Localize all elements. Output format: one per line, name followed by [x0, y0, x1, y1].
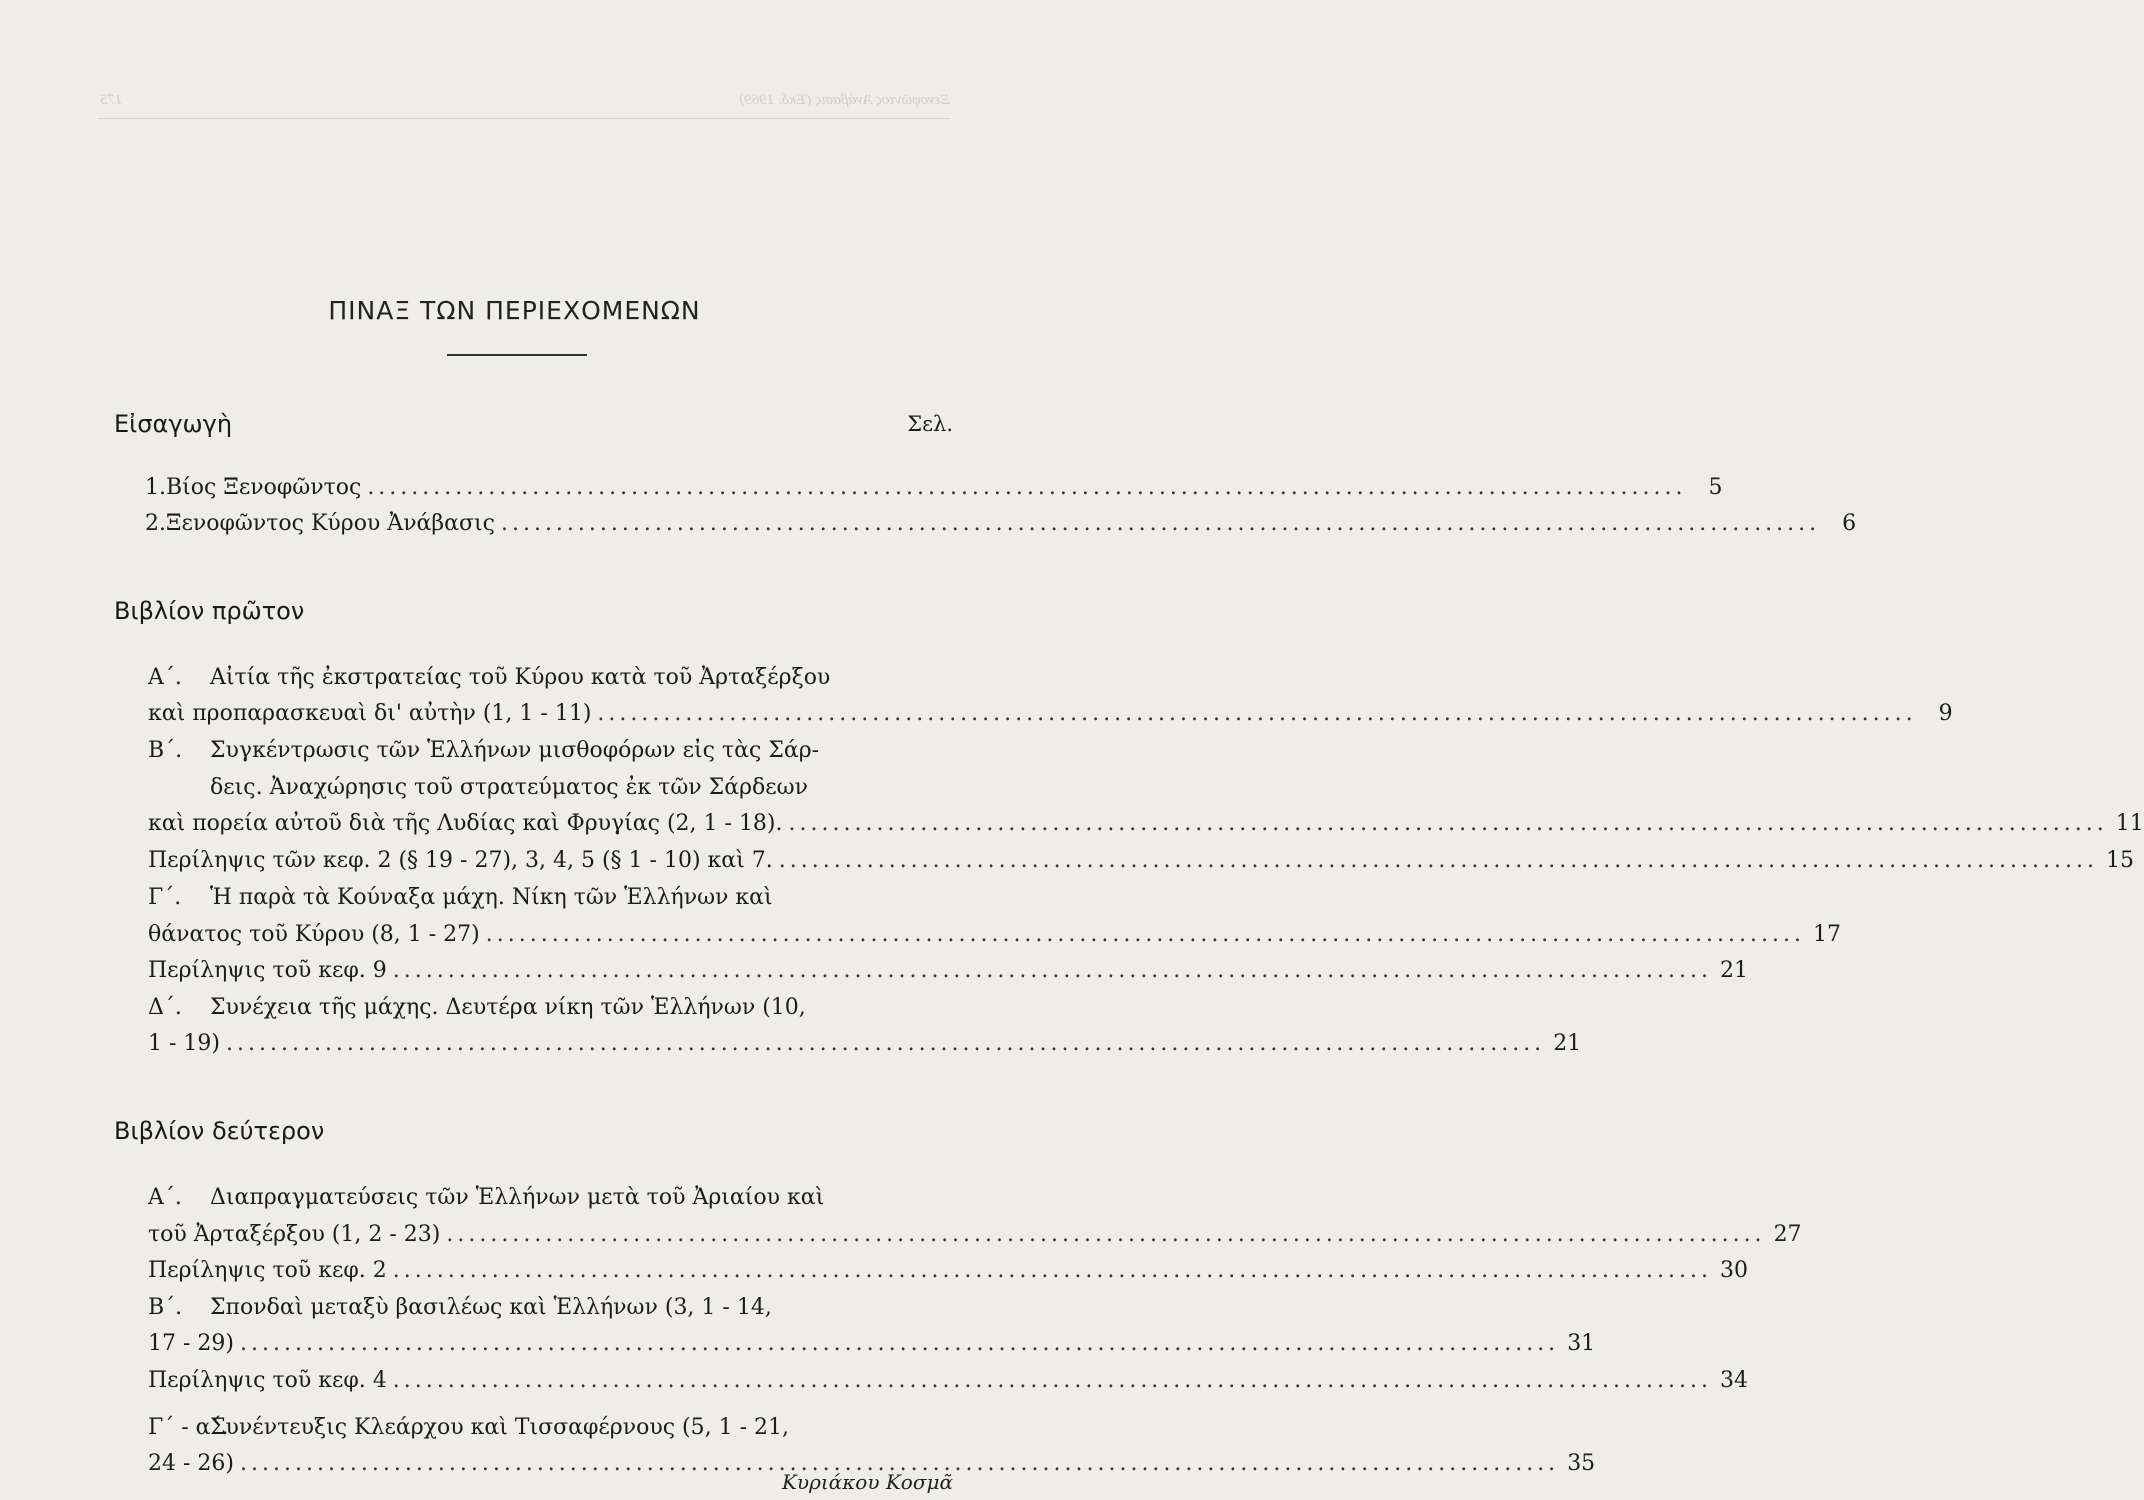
- entry-text: Συνέχεια τῆς μάχης. Δευτέρα νίκη τῶν Ἑλλήνων (10,: [210, 995, 806, 1020]
- entry-page: 21: [1553, 1031, 1582, 1056]
- toc-entry-line: [148, 736, 953, 766]
- entry-text: Βίος Ξενοφῶντος: [166, 475, 362, 500]
- bleed-through-header: [100, 92, 950, 118]
- section-heading-book2: Βιβλίον δεύτερον: [114, 1117, 325, 1145]
- bleed-header-rule: [98, 118, 950, 119]
- entry-letter: Δ΄.: [148, 995, 182, 1020]
- leader-dots: ........................................................................................................................: [778, 848, 2098, 873]
- entry-text: Συνέντευξις Κλεάρχου καὶ Τισσαφέρνους (5, 1 - 21,: [210, 1415, 790, 1440]
- entry-letter: Α΄.: [148, 665, 182, 690]
- toc-entry-line: [148, 1366, 1748, 1396]
- entry-text: Διαπραγματεύσεις τῶν Ἑλλήνων μετὰ τοῦ Ἀριαίου καὶ: [210, 1185, 825, 1210]
- toc-entry-line: [148, 883, 953, 913]
- leader-dots: ........................................................................................................................: [500, 511, 1821, 536]
- entry-page: 21: [1719, 958, 1748, 983]
- toc-entry-line: [148, 846, 2134, 876]
- entry-page: 27: [1773, 1222, 1802, 1247]
- toc-entry-line: [148, 1183, 953, 1213]
- entry-text: τοῦ Ἀρταξέρξου (1, 2 - 23): [148, 1222, 441, 1247]
- section-heading-intro: Εἰσαγωγὴ: [114, 410, 233, 438]
- page-title: ΠΙΝΑΞ ΤΩΝ ΠΕΡΙΕΧΟΜΕΝΩΝ: [328, 296, 701, 325]
- entry-text: Συγκέντρωσις τῶν Ἑλλήνων μισθοφόρων εἰς τὰς Σάρ-: [210, 738, 820, 763]
- entry-text: Αἰτία τῆς ἐκστρατείας τοῦ Κύρου κατὰ τοῦ Ἀρταξέρξου: [210, 665, 831, 690]
- toc-entry-line: [148, 920, 1841, 950]
- entry-page: 31: [1567, 1331, 1596, 1356]
- entry-letter: Γ΄ - α΄.: [148, 1415, 229, 1440]
- toc-entry: [145, 473, 1723, 503]
- leader-dots: ........................................................................................................................: [240, 1451, 1560, 1476]
- toc-entry-line: [148, 956, 1748, 986]
- entry-text: Περίληψις τοῦ κεφ. 2: [148, 1258, 387, 1283]
- entry-page: 35: [1567, 1451, 1596, 1476]
- entry-text: Σπονδαὶ μεταξὺ βασιλέως καὶ Ἑλλήνων (3, 1 - 14,: [210, 1295, 772, 1320]
- toc-entry-line: [148, 809, 2144, 839]
- entry-letter: Β΄.: [148, 1295, 183, 1320]
- entry-text: Ξενοφῶντος Κύρου Ἀνάβασις: [166, 511, 495, 536]
- bleed-header-page: 175: [100, 92, 123, 108]
- entry-page: 30: [1719, 1258, 1748, 1283]
- toc-entry-line: [148, 993, 953, 1023]
- entry-page: 6: [1842, 511, 1857, 536]
- entry-page: 9: [1938, 701, 1953, 726]
- entry-page: 34: [1719, 1368, 1748, 1393]
- entry-page: 5: [1708, 475, 1723, 500]
- leader-dots: ........................................................................................................................: [392, 1258, 1712, 1283]
- toc-entry-line: [148, 1329, 1596, 1359]
- leader-dots: ........................................................................................................................: [446, 1222, 1766, 1247]
- bleed-header-title: Ξενοφῶντος Ἀνάβασις (Ἐκδ. 1969): [739, 92, 950, 108]
- leader-dots: ........................................................................................................................: [226, 1031, 1546, 1056]
- toc-entry-line: [148, 1256, 1748, 1286]
- entry-letter: Γ΄.: [148, 885, 182, 910]
- entry-number: 2.: [145, 511, 166, 536]
- leader-dots: ........................................................................................................................: [240, 1331, 1560, 1356]
- entry-letter: Α΄.: [148, 1185, 182, 1210]
- leader-dots: ........................................................................................................................: [597, 701, 1917, 726]
- entry-text: καὶ πορεία αὐτοῦ διὰ τῆς Λυδίας καὶ Φρυγίας (2, 1 - 18).: [148, 811, 783, 836]
- toc-entry-line: [148, 1029, 1582, 1059]
- toc-entry-line: [148, 1413, 953, 1443]
- leader-dots: ........................................................................................................................: [788, 811, 2108, 836]
- entry-text: Περίληψις τοῦ κεφ. 4: [148, 1368, 387, 1393]
- leader-dots: ........................................................................................................................: [485, 922, 1805, 947]
- footer-signature: Κυριάκου Κοσμᾶ: [781, 1470, 953, 1494]
- leader-dots: ........................................................................................................................: [392, 1368, 1712, 1393]
- title-underline: [447, 354, 587, 356]
- toc-entry: [145, 509, 1857, 539]
- page-column-label: Σελ.: [907, 412, 953, 436]
- toc-entry-line: [148, 699, 1953, 729]
- entry-letter: Β΄.: [148, 738, 183, 763]
- toc-entry-line: [148, 1220, 1802, 1250]
- entry-text: καὶ προπαρασκευαὶ δι' αὐτὴν (1, 1 - 11): [148, 701, 592, 726]
- leader-dots: ........................................................................................................................: [367, 475, 1687, 500]
- entry-text: Περίληψις τοῦ κεφ. 9: [148, 958, 387, 983]
- entry-text: Ἡ παρὰ τὰ Κούναξα μάχη. Νίκη τῶν Ἑλλήνων καὶ: [210, 885, 773, 910]
- leader-dots: ........................................................................................................................: [392, 958, 1712, 983]
- entry-text: δεις. Ἀναχώρησις τοῦ στρατεύματος ἐκ τῶν Σάρδεων: [210, 775, 808, 800]
- toc-entry-line: [148, 663, 953, 693]
- entry-text: 1 - 19): [148, 1031, 220, 1056]
- section-heading-book1: Βιβλίον πρῶτον: [114, 597, 305, 625]
- entry-text: Περίληψις τῶν κεφ. 2 (§ 19 - 27), 3, 4, 5 (§ 1 - 10) καὶ 7.: [148, 848, 773, 873]
- entry-number: 1.: [145, 475, 166, 500]
- toc-entry-line: [148, 773, 953, 803]
- entry-page: 15: [2105, 848, 2134, 873]
- entry-text: 17 - 29): [148, 1331, 234, 1356]
- entry-page: 17: [1812, 922, 1841, 947]
- entry-text: θάνατος τοῦ Κύρου (8, 1 - 27): [148, 922, 480, 947]
- toc-entry-line: [148, 1293, 953, 1323]
- entry-page: 11: [2115, 811, 2144, 836]
- entry-text: 24 - 26): [148, 1451, 234, 1476]
